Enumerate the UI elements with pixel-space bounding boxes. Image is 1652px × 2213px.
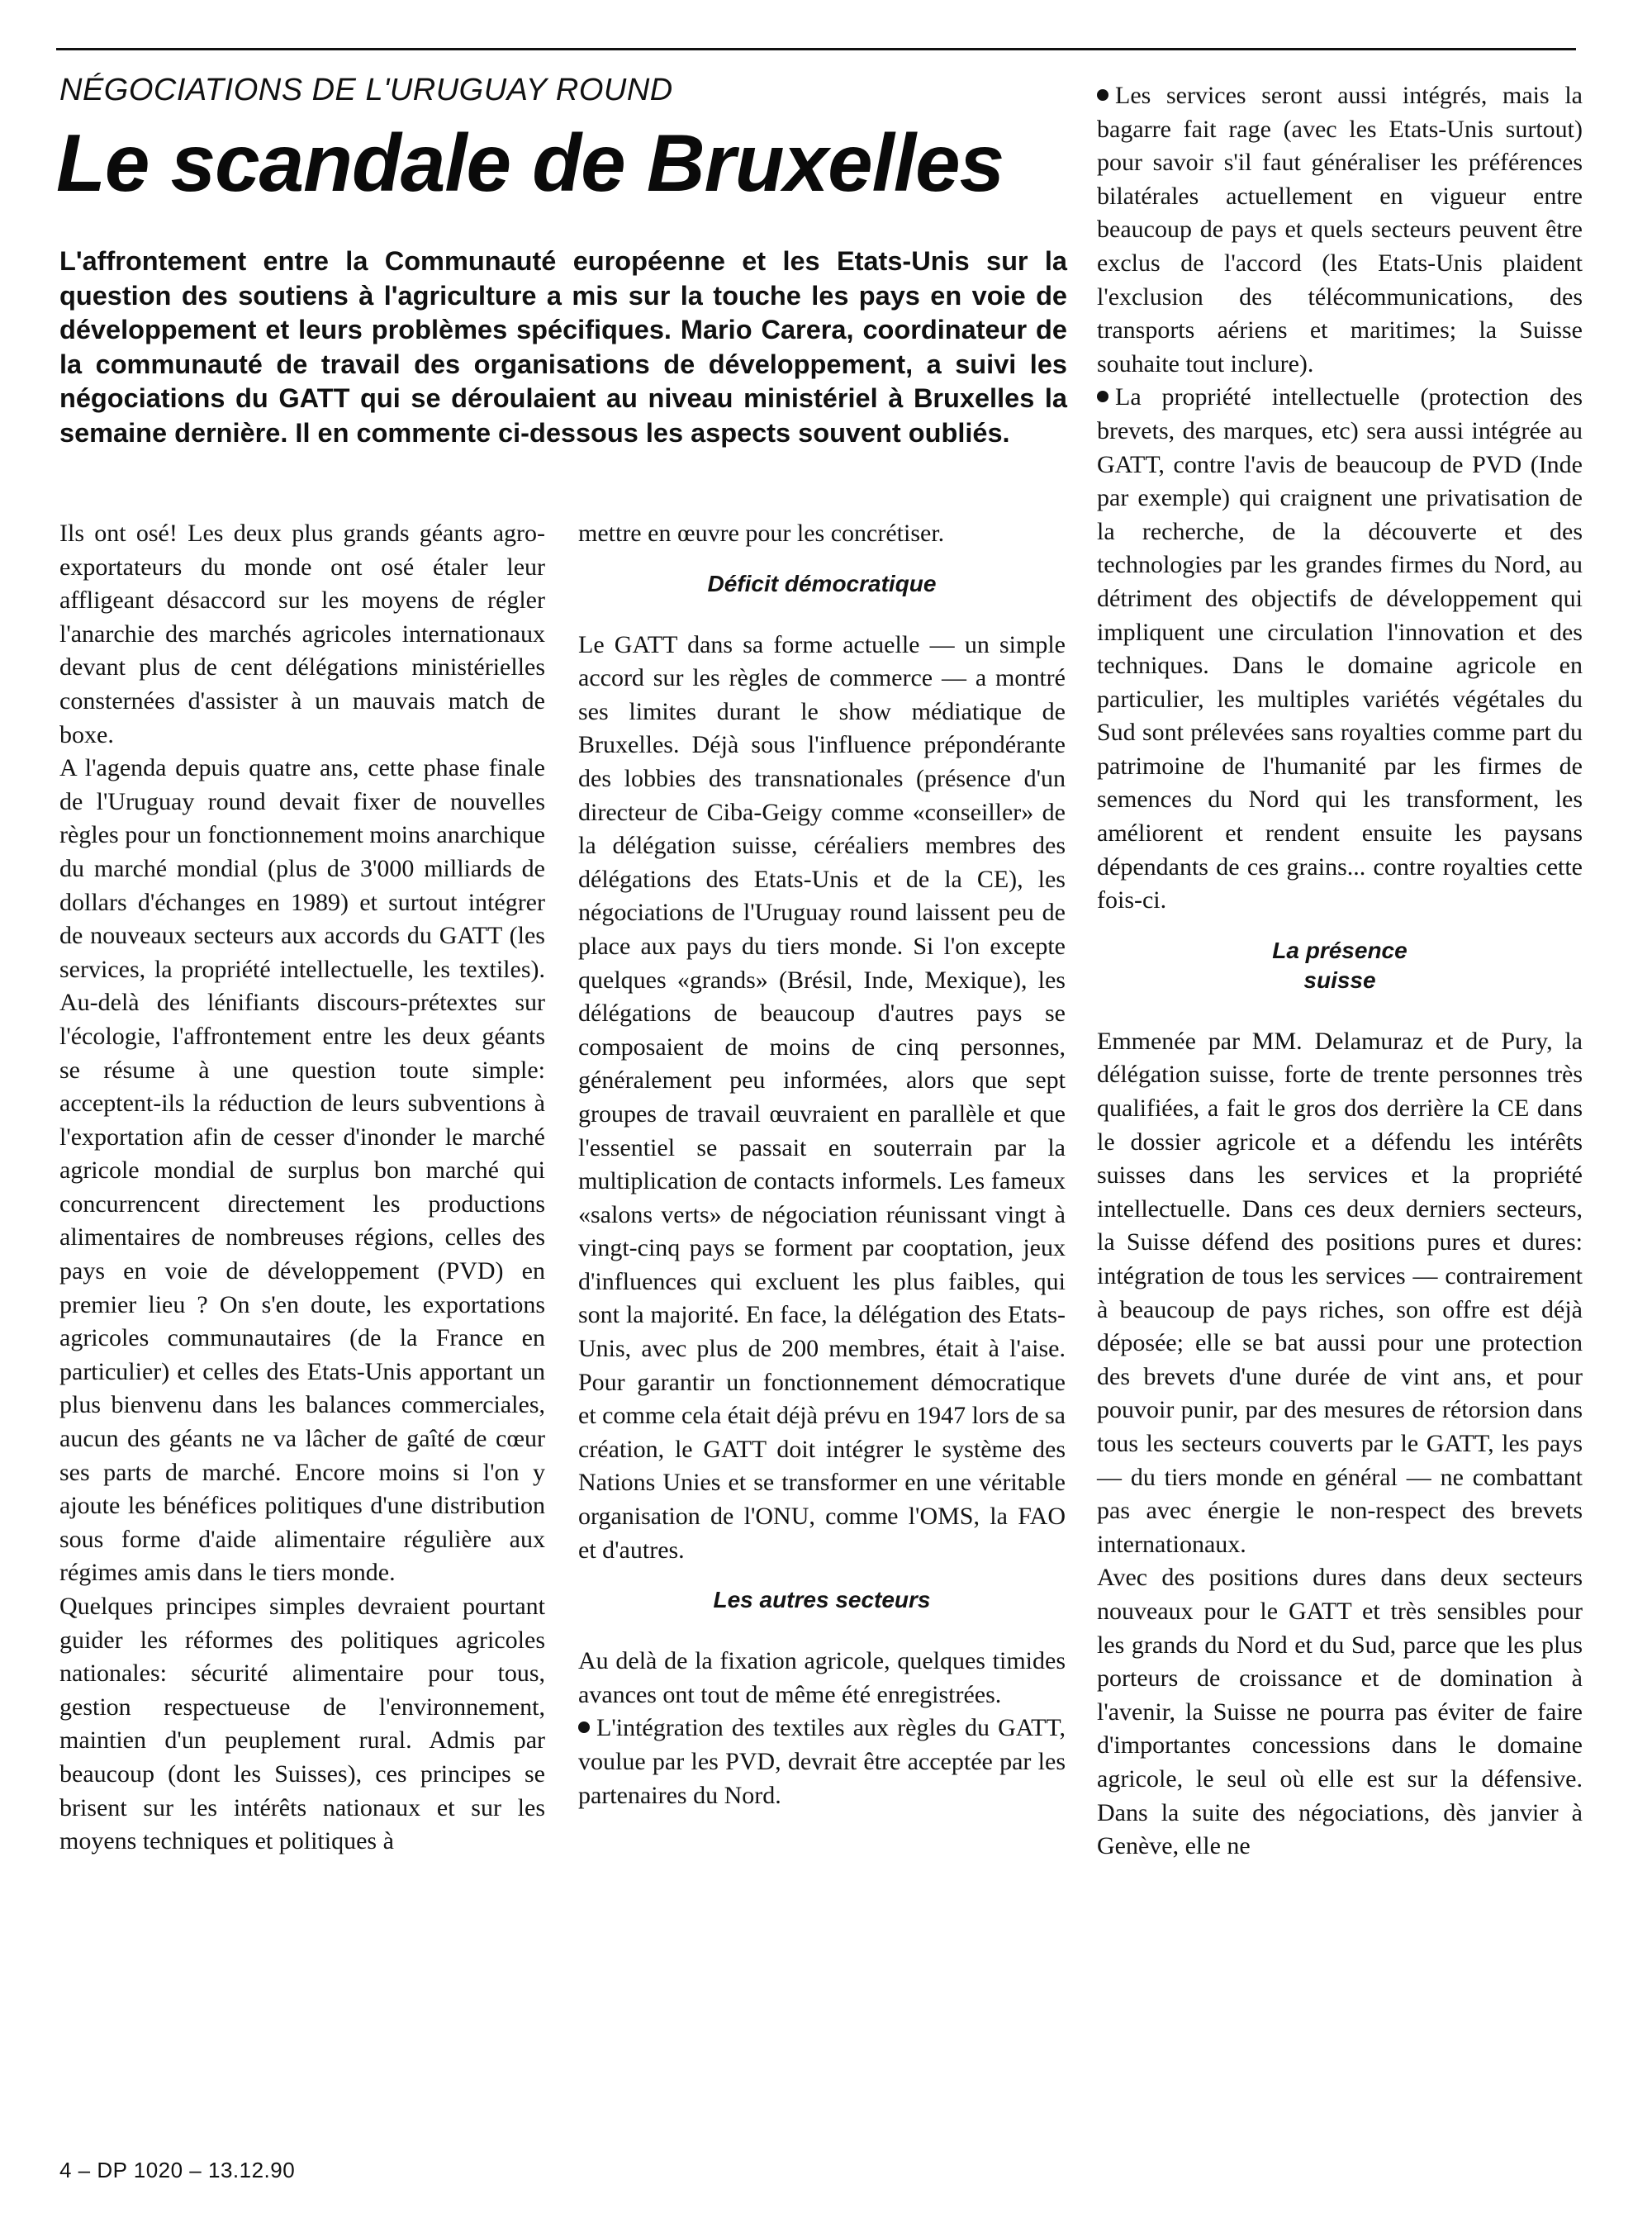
bullet-icon bbox=[1097, 391, 1108, 402]
article-headline: Le scandale de Bruxelles bbox=[56, 117, 1004, 208]
subheading-deficit-democratique: Déficit démocratique bbox=[707, 570, 937, 596]
subheading-autres-secteurs: Les autres secteurs bbox=[713, 1587, 931, 1613]
paragraph: mettre en œuvre pour les concrétiser. bbox=[578, 520, 945, 547]
subheading-presence-suisse bbox=[1194, 936, 1486, 995]
bullet-paragraph bbox=[1097, 79, 1583, 381]
column-1 bbox=[59, 517, 545, 1859]
bullet-text: La propriété intellectuelle (protection des brevets, des marques, etc) sera aussi intégrée au GATT, contre l'avis de beaucoup de PVD (Inde par exemple) qui craignent une privatisation de la recherche, de la découverte et des technologies par les grandes firmes du Nord, au détriment des objectifs de développement qui impliquent une circulation l'innovation et des techniques. Dans le domaine agricole en particulier, les multiples variétés végétales du Sud sont prélevées sans royalties comme part du patrimoine de l'humanité par les firmes de semences du Nord qui les transforment, les améliorent et rendent ensuite les paysans dépendants de ces grains... contre royalties cette fois-ci. bbox=[1097, 383, 1583, 914]
paragraph: A l'agenda depuis quatre ans, cette phase finale de l'Uruguay round devait fixer de nouvelles règles pour un fonctionnement moins anarchique du marché mondial (plus de 3'000 milliards de dollars d'échanges en 1989) et surtout intégrer de nouveaux secteurs aux accords du GATT (les services, la propriété intellectuelle, les textiles). Au-delà des lénifiants discours-prétextes sur l'écologie, l'affrontement entre les deux géants se résume à une question toute simple: acceptent-ils la réduction de leurs subventions à l'exportation afin de cesser d'inonder le marché agricole mondial de surplus bon marché qui concurrencent directement les productions alimentaires de nombreuses régions, celles des pays en voie de développement (PVD) en premier lieu ? On s'en doute, les exportations agricoles communautaires (de la France en particulier) et celles des Etats-Unis apportant un plus bienvenu dans les balances commerciales, aucun des géants ne va lâcher de gaîté de cœur ses parts de marché. Encore moins si l'on y ajoute les bénéfices politiques d'une distribution sous forme d'aide alimentaire régulière aux régimes amis dans le tiers monde. bbox=[59, 754, 545, 1587]
paragraph: Avec des positions dures dans deux secteurs nouveaux pour le GATT et très sensibles pour les grands du Nord et du Sud, parce que les plus porteurs de croissance et de domination à l'avenir, la Suisse ne pourra pas éviter de faire d'importantes concessions dans le domaine agricole, le seul où elle est sur la défensive. Dans la suite des négociations, dès janvier à Genève, elle ne bbox=[1097, 1564, 1583, 1860]
article-lead: L'affrontement entre la Communauté européenne et les Etats-Unis sur la question des soutiens à l'agriculture a mis sur la touche les pays en voie de développement et leurs problèmes spécifiques. Mario Carera, coordinateur de la communauté de travail des organisations de développement, a suivi les négociations du GATT qui se déroulaient au niveau ministériel à Bruxelles la semaine dernière. Il en commente ci-dessous les aspects souvent oubliés. bbox=[59, 246, 1067, 448]
subheading-line: La présence bbox=[1272, 937, 1408, 963]
bullet-paragraph bbox=[1097, 381, 1583, 918]
column-3 bbox=[1097, 79, 1583, 1864]
paragraph: Quelques principes simples devraient pourtant guider les réformes des politiques agricoles nationales: sécurité alimentaire pour tous, gestion respectueuse de l'environnement, maintien d'un peuplement rural. Admis par beaucoup (dont les Suisses), ces principes se brisent sur les intérêts nationaux et sur les moyens techniques et politiques à bbox=[59, 1593, 545, 1855]
paragraph: Ils ont osé! Les deux plus grands géants agro-exportateurs du monde ont osé étaler leur affligeant désaccord sur les moyens de régler l'anarchie des marchés agricoles internationaux devant plus de cent délégations ministérielles consternées d'assister à un mauvais match de boxe. bbox=[59, 520, 545, 748]
bullet-text: Les services seront aussi intégrés, mais la bagarre fait rage (avec les Etats-Unis surtout) pour savoir s'il faut généraliser les préférences bilatérales actuellement en vigueur entre beaucoup de pays et quels secteurs peuvent être exclus de l'accord (les Etats-Unis plaident l'exclusion des télécommunications, des transports aériens et maritimes; la Suisse souhaite tout inclure). bbox=[1097, 82, 1583, 378]
bullet-icon bbox=[1097, 89, 1108, 101]
paragraph: Au delà de la fixation agricole, quelques timides avances ont tout de même été enregistrées. bbox=[578, 1647, 1066, 1708]
article-kicker: NÉGOCIATIONS DE L'URUGUAY ROUND bbox=[59, 73, 673, 107]
paragraph: Le GATT dans sa forme actuelle — un simple accord sur les règles de commerce — a montré ses limites durant le show médiatique de Bruxelles. Déjà sous l'influence prépondérante des lobbies des transnationales (présence d'un directeur de Ciba-Geigy comme «conseiller» de la délégation suisse, céréaliers membres des délégations des Etats-Unis et de la CE), les négociations de l'Uruguay round laissent peu de place aux pays du tiers monde. Si l'on excepte quelques «grands» (Brésil, Inde, Mexique), les délégations de beaucoup d'autres pays se composaient de moins de cinq personnes, généralement peu informées, alors que sept groupes de travail œuvraient en parallèle et que l'essentiel se passait en souterrain par la multiplication de contacts informels. Les fameux «salons verts» de négociation réunissant vingt à vingt-cinq pays se forment par cooptation, jeux d'influences qui excluent les plus faibles, qui sont la majorité. En face, la délégation des Etats-Unis, avec plus de 200 membres, était à l'aise. Pour garantir un fonctionnement démocratique et comme cela était déjà prévu en 1947 lors de sa création, le GATT doit intégrer le système des Nations Unies et se transformer en une véritable organisation de l'ONU, comme l'OMS, la FAO et d'autres. bbox=[578, 630, 1066, 1564]
paragraph: Emmenée par MM. Delamuraz et de Pury, la délégation suisse, forte de trente personnes très qualifiées, a fait le gros dos derrière la CE dans le dossier agricole et a défendu les intérêts suisses dans les services et la propriété intellectuelle. Dans ces deux derniers secteurs, la Suisse défend des positions pures et dures: intégration de tous les services — contrairement à beaucoup de pays riches, son offre est déjà déposée; elle se bat aussi pour une protection des brevets d'une durée de vint ans, et pour pouvoir punir, par des mesures de rétorsion dans tous les secteurs couverts par le GATT, les pays — du tiers monde en général — ne combattant pas avec énergie le non-respect des brevets internationaux. bbox=[1097, 1027, 1583, 1558]
page-footer: 4 – DP 1020 – 13.12.90 bbox=[59, 2158, 296, 2182]
bullet-text: L'intégration des textiles aux règles du GATT, voulue par les PVD, devrait être acceptée par les partenaires du Nord. bbox=[578, 1714, 1066, 1809]
bullet-icon bbox=[578, 1721, 590, 1733]
subheading-line: suisse bbox=[1303, 966, 1376, 993]
column-2 bbox=[578, 517, 1066, 1812]
top-rule bbox=[56, 48, 1576, 50]
bullet-paragraph bbox=[578, 1712, 1066, 1812]
